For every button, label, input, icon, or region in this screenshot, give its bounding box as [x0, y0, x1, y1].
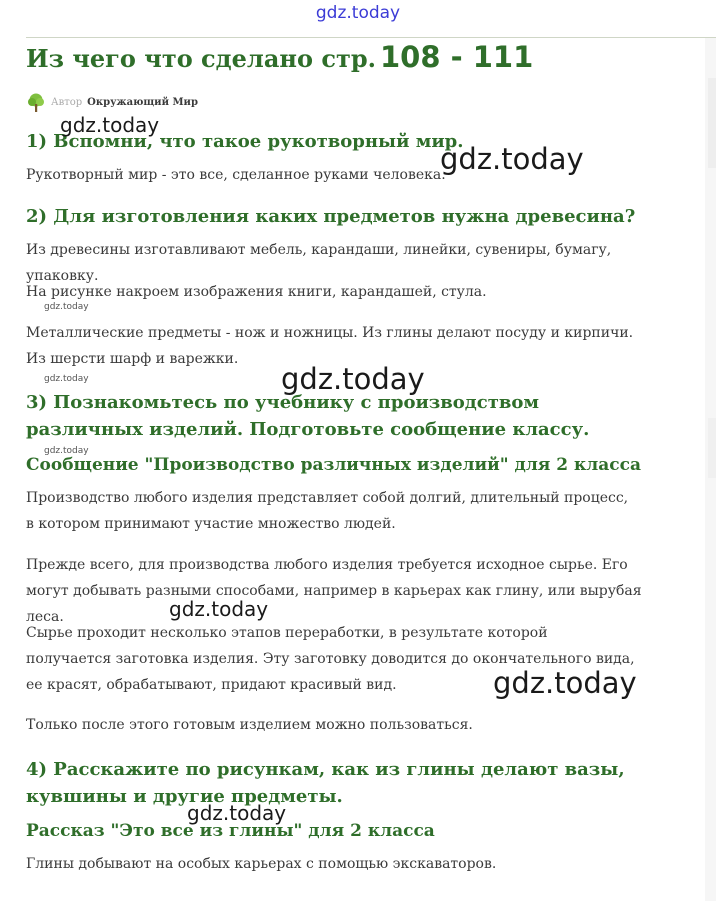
page-title-pages: 108 - 111: [379, 40, 534, 74]
page-title: [26, 40, 533, 74]
header-divider: [26, 37, 716, 38]
tree-icon: [26, 93, 46, 112]
author-value[interactable]: Окружающий Мир: [87, 97, 198, 108]
watermark: gdz.today: [493, 666, 637, 700]
section-1-heading: 1) Вспомни, что такое рукотворный мир.: [26, 131, 464, 152]
section-2-paragraph-1: Из древесины изготавливают мебель, карандаши, линейки, сувениры, бумагу, упаковку.: [26, 242, 612, 284]
section-3-heading: 3) Познакомьтесь по учебнику с производством различных изделий. Подготовьте сообщение классу.: [26, 392, 590, 440]
author-label: Автор: [51, 97, 83, 108]
section-3-paragraph-2: Прежде всего, для производства любого изделия требуется исходное сырье. Его могут добывать разными способами, например в карьерах как глину, или вырубая леса.: [26, 557, 642, 625]
section-3-subheading: Сообщение "Производство различных изделий" для 2 класса: [26, 455, 642, 475]
site-logo[interactable]: gdz.today: [315, 3, 401, 23]
watermark: gdz.today: [440, 142, 584, 176]
section-3-paragraph-3: Сырье проходит несколько этапов переработки, в результате которой получается заготовка изделия. Эту заготовку доводится до окончательного вида, ее красят, обрабатывают, придают красивый вид.: [26, 625, 635, 693]
section-2-paragraph-3: Металлические предметы - нож и ножницы. Из глины делают посуду и кирпичи. Из шерсти шарф и варежки.: [26, 325, 634, 367]
section-3-paragraph-4: Только после этого готовым изделием можно пользоваться.: [26, 717, 473, 733]
section-2-paragraph-2: На рисунке накроем изображения книги, карандашей, стула.: [26, 284, 487, 300]
watermark: gdz.today: [44, 374, 89, 384]
watermark: gdz.today: [60, 113, 160, 137]
watermark: gdz.today: [44, 446, 89, 456]
right-sidebar-edge: [705, 38, 716, 901]
author-line: [26, 93, 198, 112]
page-title-text: Из чего что сделано стр.: [26, 44, 376, 73]
section-1-paragraph-1: Рукотворный мир - это все, сделанное руками человека.: [26, 167, 446, 183]
section-3-paragraph-1: Производство любого изделия представляет собой долгий, длительный процесс, в котором принимают участие множество людей.: [26, 490, 629, 532]
watermark: gdz.today: [169, 597, 269, 621]
watermark: gdz.today: [187, 801, 287, 825]
section-4-heading: 4) Расскажите по рисункам, как из глины делают вазы, кувшины и другие предметы.: [26, 759, 625, 807]
watermark: gdz.today: [44, 302, 89, 312]
section-4-paragraph-1: Глины добывают на особых карьерах с помощью экскаваторов.: [26, 856, 497, 872]
section-4-subheading: Рассказ "Это все из глины" для 2 класса: [26, 821, 435, 841]
watermark: gdz.today: [281, 362, 425, 396]
section-2-heading: 2) Для изготовления каких предметов нужна древесина?: [26, 206, 636, 227]
